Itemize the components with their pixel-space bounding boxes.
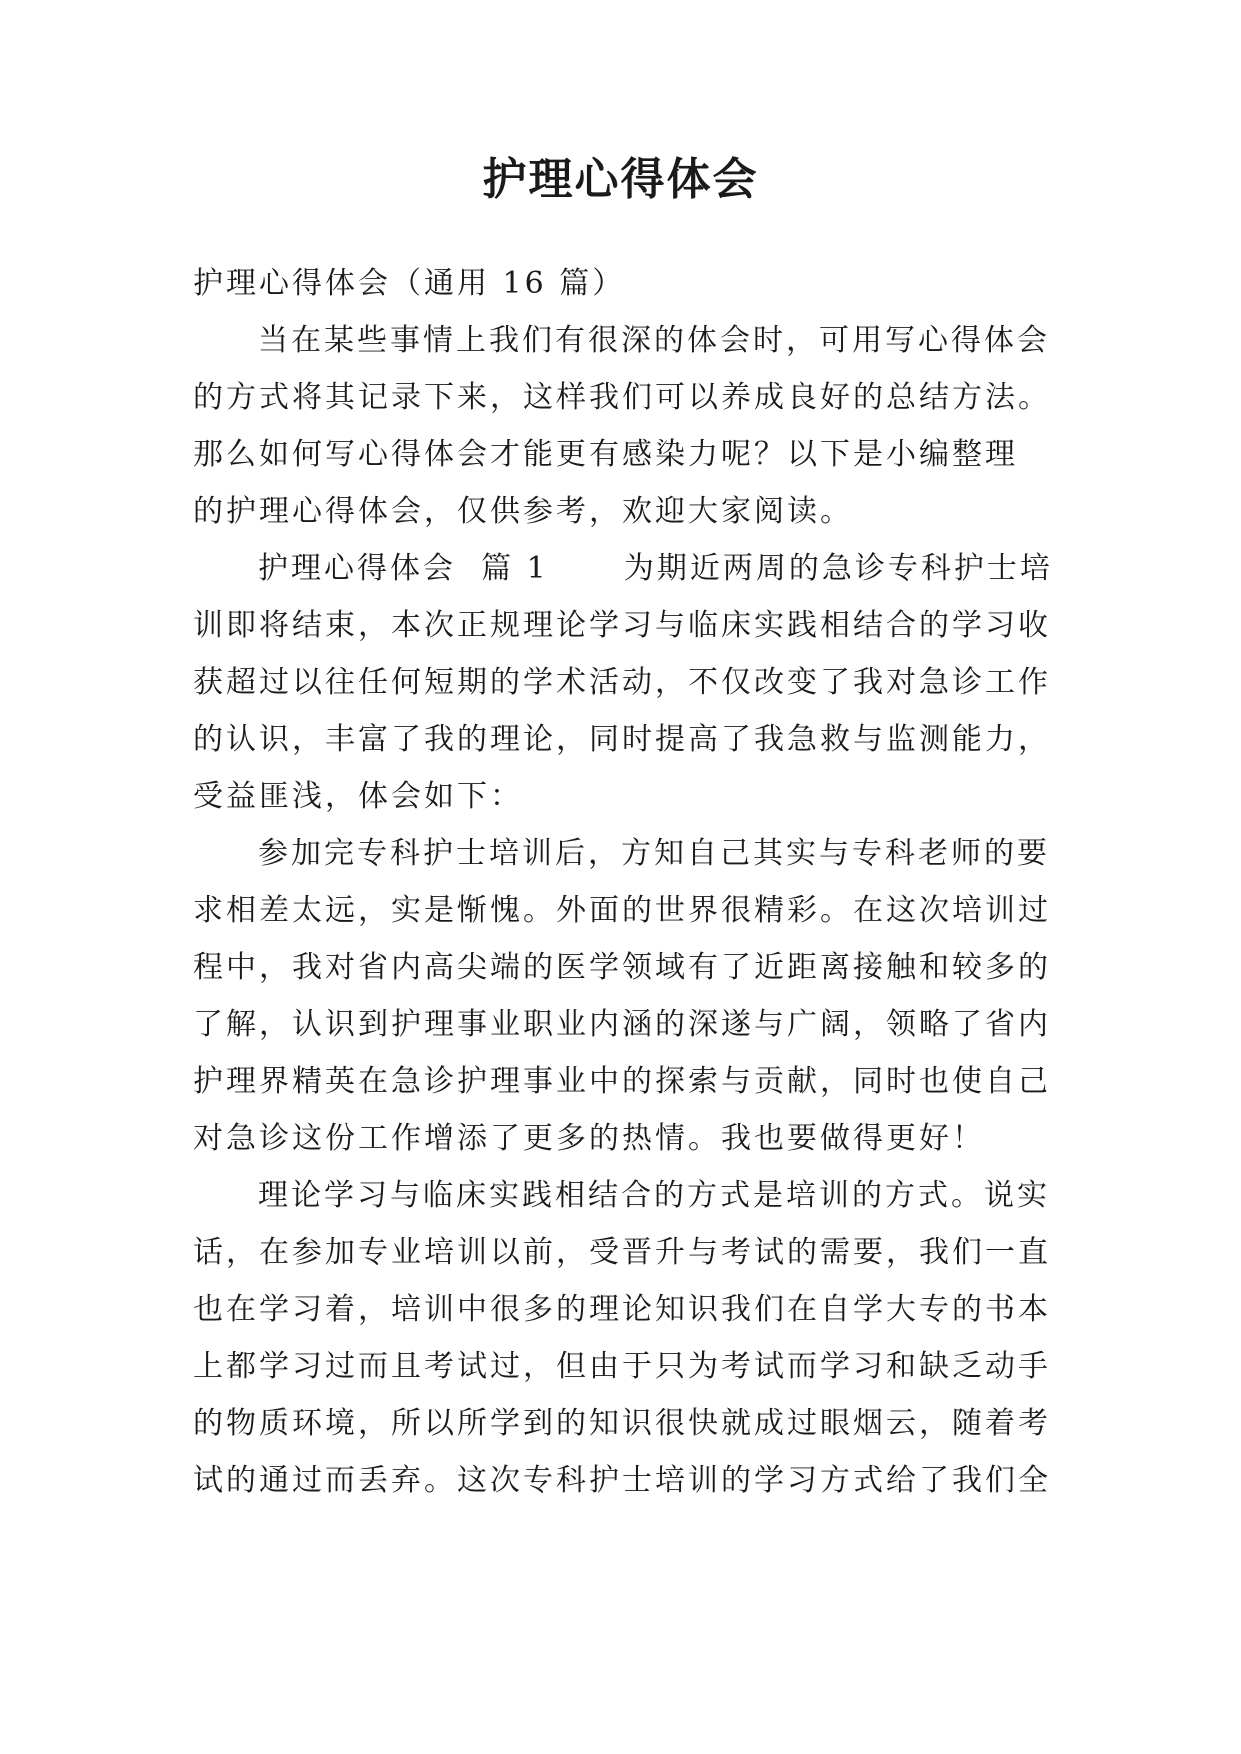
body-line: 的护理心得体会，仅供参考，欢迎大家阅读。 xyxy=(193,494,853,529)
body-line: 上都学习过而且考试过，但由于只为考试而学习和缺乏动手 xyxy=(193,1349,1051,1384)
body-line: 的方式将其记录下来，这样我们可以养成良好的总结方法。 xyxy=(193,380,1051,415)
body-line: 程中，我对省内高尖端的医学领域有了近距离接触和较多的 xyxy=(193,950,1051,985)
body-line: 护理界精英在急诊护理事业中的探索与贡献，同时也使自己 xyxy=(193,1064,1051,1099)
body-line: 受益匪浅，体会如下： xyxy=(193,779,523,814)
body-line: 护理心得体会 篇 1 为期近两周的急诊专科护士培 xyxy=(258,551,1053,586)
body-line: 的物质环境，所以所学到的知识很快就成过眼烟云，随着考 xyxy=(193,1406,1051,1441)
body-line: 获超过以往任何短期的学术活动，不仅改变了我对急诊工作 xyxy=(193,665,1051,700)
body-line: 求相差太远，实是惭愧。外面的世界很精彩。在这次培训过 xyxy=(193,893,1051,928)
body-line: 也在学习着，培训中很多的理论知识我们在自学大专的书本 xyxy=(193,1292,1051,1327)
body-line: 理论学习与临床实践相结合的方式是培训的方式。说实 xyxy=(258,1178,1050,1213)
document-body xyxy=(193,255,1053,1509)
body-line: 试的通过而丢弃。这次专科护士培训的学习方式给了我们全 xyxy=(193,1463,1051,1498)
body-line: 护理心得体会（通用 16 篇） xyxy=(193,266,626,301)
body-line: 话，在参加专业培训以前，受晋升与考试的需要，我们一直 xyxy=(193,1235,1051,1270)
body-line: 参加完专科护士培训后，方知自己其实与专科老师的要 xyxy=(258,836,1050,871)
body-line: 训即将结束，本次正规理论学习与临床实践相结合的学习收 xyxy=(193,608,1051,643)
body-line: 当在某些事情上我们有很深的体会时，可用写心得体会 xyxy=(258,323,1050,358)
body-line: 那么如何写心得体会才能更有感染力呢？以下是小编整理 xyxy=(193,437,1018,472)
body-line: 了解，认识到护理事业职业内涵的深遂与广阔，领略了省内 xyxy=(193,1007,1051,1042)
document-title: 护理心得体会 xyxy=(482,154,759,205)
body-line: 对急诊这份工作增添了更多的热情。我也要做得更好！ xyxy=(193,1121,985,1156)
body-line: 的认识，丰富了我的理论，同时提高了我急救与监测能力， xyxy=(193,722,1051,757)
